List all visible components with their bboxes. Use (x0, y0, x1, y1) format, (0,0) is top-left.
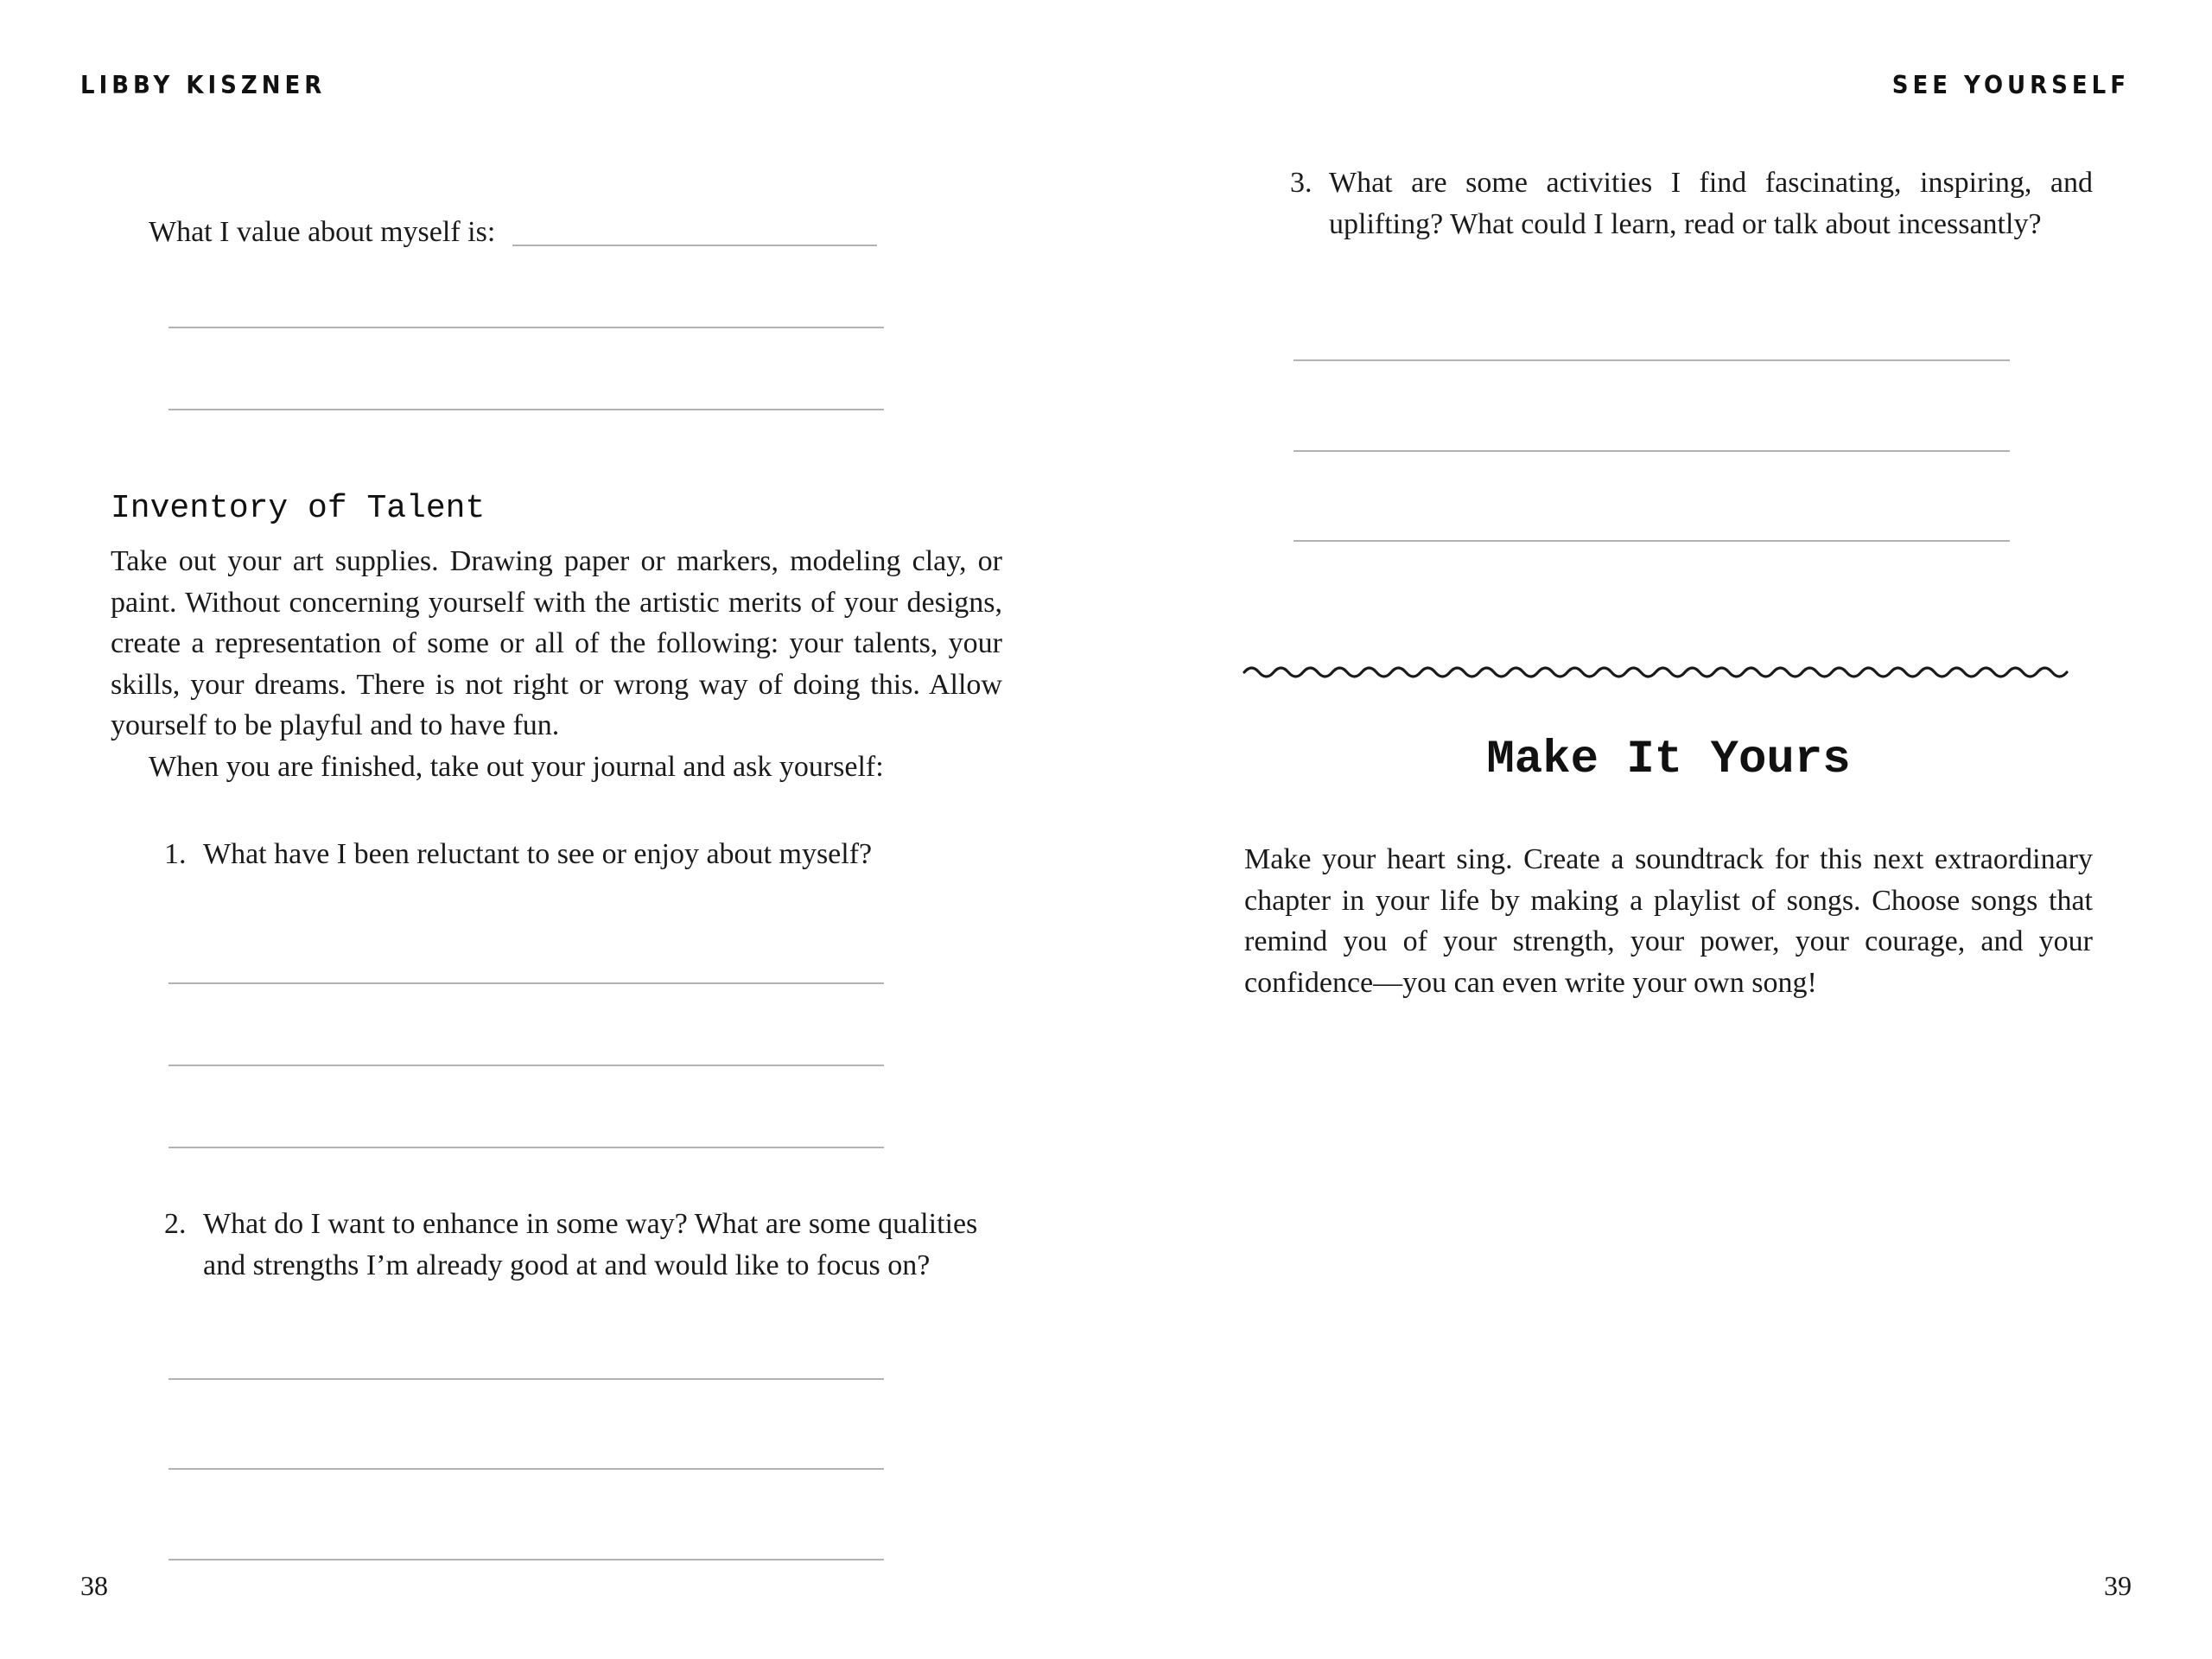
running-head-title: SEE YOURSELF (1891, 71, 2130, 100)
value-prompt: What I value about myself is: (149, 216, 496, 248)
writing-line[interactable] (1294, 359, 2010, 361)
question-number: 2. (164, 1208, 187, 1240)
section-title-make-it-yours: Make It Yours (1486, 734, 1851, 786)
writing-line[interactable] (168, 1378, 884, 1380)
wavy-divider (1243, 662, 2094, 683)
writing-line[interactable] (1294, 450, 2010, 452)
writing-line[interactable] (1294, 540, 2010, 542)
value-fill-line[interactable] (512, 245, 877, 246)
inventory-paragraph: Take out your art supplies. Drawing paper or markers, modeling clay, or paint. Without concerning yourself with the artistic merits of your designs, create a representation of some or all of the following: your talents, your skills, your dreams. There is not right or wrong way of doing this. Allow yourself to be playful and to have fun. (111, 545, 1002, 742)
question-text: What do I want to enhance in some way? What are some qualities and strengths I’m already good at and would like to focus on? (203, 1208, 978, 1281)
running-head-author: LIBBY KISZNER (80, 71, 327, 100)
writing-line[interactable] (168, 982, 884, 984)
section-title-inventory: Inventory of Talent (111, 490, 486, 527)
page-number-left: 38 (80, 1570, 108, 1601)
writing-line[interactable] (168, 1468, 884, 1470)
writing-line[interactable] (168, 327, 884, 328)
writing-line[interactable] (168, 1065, 884, 1066)
question-text: What are some activities I find fascinating, inspiring, and uplifting? What could I learn, read or talk about incessantly? (1329, 167, 2093, 240)
question-item (164, 834, 1002, 875)
question-item (1290, 162, 2093, 245)
question-text: What have I been reluctant to see or enjoy about myself? (203, 838, 873, 870)
writing-line[interactable] (168, 409, 884, 410)
make-it-yours-paragraph: Make your heart sing. Create a soundtrack for this next extraordinary chapter in your life by making a playlist of songs. Choose songs that remind you of your strength, your power, your courage, and your confidence—you can even write your own song! (1244, 843, 2093, 999)
question-number: 1. (164, 838, 187, 870)
wavy-divider-path (1244, 668, 2067, 677)
question-item (164, 1204, 1002, 1286)
question-number: 3. (1290, 167, 1313, 199)
writing-line[interactable] (168, 1559, 884, 1560)
writing-line[interactable] (168, 1147, 884, 1148)
inventory-paragraph-followup: When you are finished, take out your journal and ask yourself: (149, 751, 884, 783)
page-number-right: 39 (2104, 1570, 2132, 1601)
